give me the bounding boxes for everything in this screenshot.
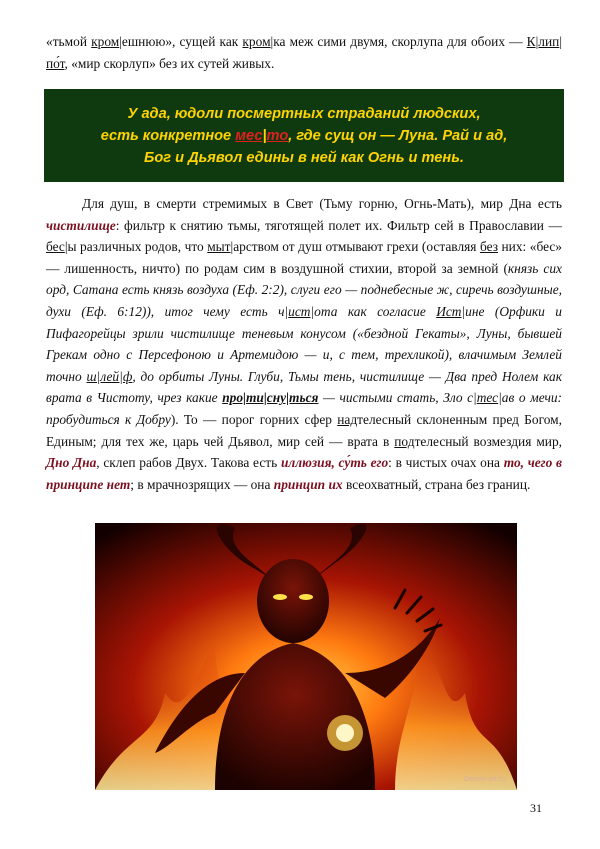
underlined-text: кром (91, 34, 120, 49)
paragraph-main (46, 193, 562, 495)
demon-illustration (95, 523, 517, 790)
text-run: |ка меж сими двумя, скорлупа для обоих — (270, 34, 527, 49)
underlined-italic-text: тес (476, 390, 499, 406)
underlined-text: кром (242, 34, 271, 49)
emphasis-term: то, чего в принципе нет (46, 455, 563, 492)
text-run: них: «бес» — лишенность, ничто) по родам сим в воздушной стихии, второй за земной ( (46, 239, 562, 276)
page-number: 31 (530, 801, 542, 815)
emphasis-term: Дно Дна (46, 455, 97, 471)
underlined-text: по́т (46, 55, 65, 71)
text-run: всеохватный, страна без границ. (342, 476, 531, 492)
text-run: , склеп рабов Двух. Такова есть (96, 455, 281, 471)
underlined-italic-text: ист (288, 303, 311, 319)
text-run: : в чистых очах она (388, 455, 504, 471)
eye-left (273, 594, 287, 600)
quote-line-3: Бог и Дьявол едины в ней как Огнь и тень. (144, 149, 464, 166)
paragraph-intro (46, 31, 562, 74)
text-run: «тьмой (46, 34, 92, 49)
quote-text (101, 103, 508, 169)
text-run: : фильтр к снятию тьмы, тяготящей полет их. Фильтр сей в Православии — (115, 217, 562, 233)
emphasis-term: принцип их (273, 476, 343, 492)
quote-highlight: мес (235, 127, 263, 144)
quote-separator: | (262, 127, 267, 144)
text-run: , «мир скорлуп» без их сутей живых. (64, 55, 275, 71)
text-run: |арством от душ отмывают грехи (оставляя (230, 239, 480, 255)
underlined-text: бес (46, 239, 65, 255)
fireball-core (336, 724, 354, 742)
text-run: |ы различных родов, что (64, 239, 208, 255)
italic-text: |ав о мечи: пробудиться к Добру (46, 390, 562, 427)
quote-line-2-start: есть конкретное (100, 127, 236, 144)
demon-artwork (95, 523, 517, 790)
quote-line-2-end: , где сущ он — Луна. Рай и ад, (288, 127, 508, 144)
text-run: ; в мрачнозрящих — она (130, 476, 274, 492)
bold-underlined-italic-text: про|ти|сну|ться (222, 390, 319, 406)
emphasis-term: чистилище (46, 217, 116, 233)
italic-text: князь сих орд, Сатана есть князь воздуха (Еф. 2:2), слуги его — поднебесные ж, сиречь воздушные, духи (Еф. 6:12)), итог чему есть ч| (46, 260, 562, 319)
text-run: |ешнюю», сущей как (119, 34, 243, 49)
eye-right (299, 594, 313, 600)
italic-text: |ине (Орфики и Пифагорейцы зрили чистилище теневым конусом («бездной Гекаты», Луны, бывшей Грекам одно с Персефоною и Артемидою — и, с тем, трехликой), влачимым Землей точно (46, 303, 562, 384)
underlined-text: над (337, 411, 358, 427)
italic-text: |ота как согласие (310, 303, 437, 319)
image-watermark: Demon-art.ru (463, 776, 505, 783)
emphasis-term: иллюзия, су́ть его (280, 455, 389, 471)
quote-highlight: то (266, 127, 289, 144)
underlined-text: К|лип (526, 34, 560, 49)
italic-text: , до орбиты Луны. Глуби, Тьмы тень, чистилище — Два пред Нолем как врата в Чистоту, чрез какие (46, 368, 562, 406)
underlined-italic-text: Ист (436, 303, 462, 319)
text-run: телесный возмездия мир, (414, 433, 563, 449)
text-run: телесный склоненным пред Богом, Единым; для тех же, царь чей Дьявол, мир сей — врата в (46, 411, 562, 449)
quote-line-1: У ада, юдоли посмертных страданий людских, (127, 105, 481, 122)
text-run: Для душ, в смерти стремимых в Свет (Тьму горню, Огнь-Мать), мир Дна есть (82, 196, 562, 211)
text-run: | (559, 34, 562, 49)
highlighted-quote-box (44, 89, 564, 182)
underlined-italic-text: ш|лей|ф (86, 368, 133, 384)
underlined-text: без (479, 239, 498, 255)
demon-head (257, 559, 329, 643)
italic-text: — чистыми стать, Зло с| (318, 390, 477, 406)
underlined-text: под (394, 433, 415, 449)
underlined-text: мыт (207, 239, 231, 255)
text-run: ). То — порог горних сфер (170, 411, 338, 427)
